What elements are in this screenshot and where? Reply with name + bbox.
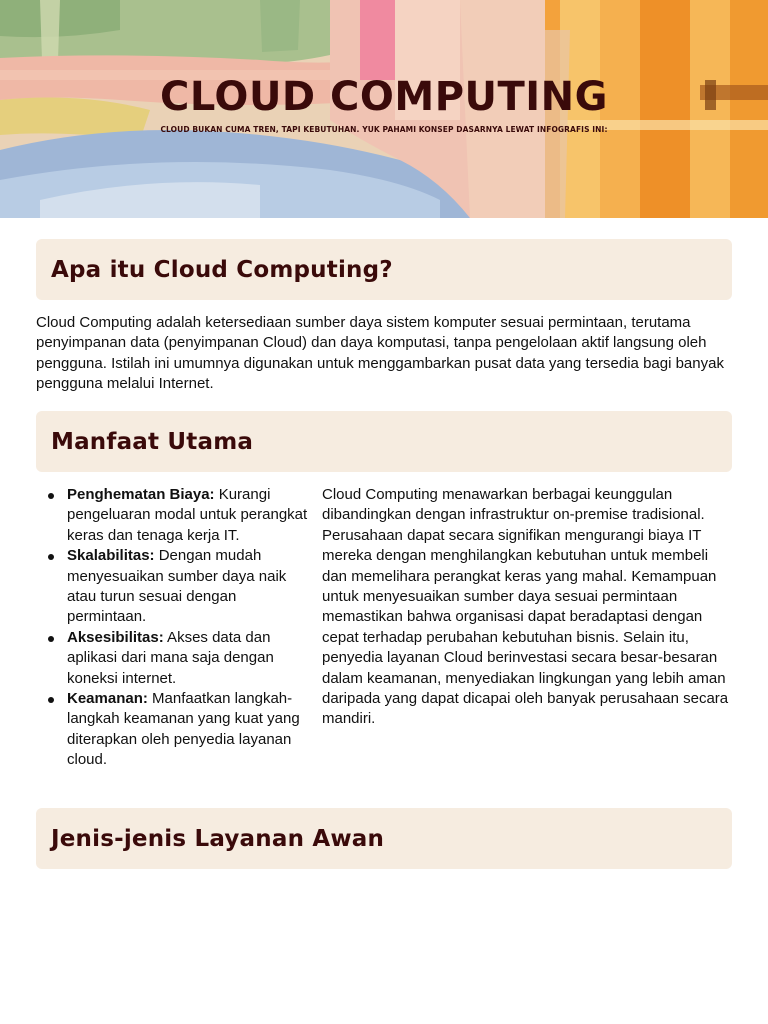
list-item	[36, 689, 312, 771]
benefit-term: Skalabilitas:	[67, 547, 155, 565]
benefit-text: Akses data dan aplikasi dari mana saja dengan koneksi internet.	[67, 628, 274, 687]
list-item	[36, 485, 312, 546]
benefits-list	[36, 485, 312, 771]
page-title: CLOUD COMPUTING	[160, 74, 608, 120]
section-header-benefits	[36, 411, 732, 472]
benefit-text: Kurangi pengeluaran modal untuk perangkat keras dan tenaga kerja IT.	[67, 486, 308, 544]
benefit-term: Aksesibilitas:	[67, 628, 164, 646]
benefit-text: Dengan mudah menyesuaikan sumber daya naik atau turun sesuai dengan permintaan.	[67, 547, 287, 626]
list-item	[36, 628, 312, 689]
section-header-service-types	[36, 808, 732, 869]
what-is-paragraph: Cloud Computing adalah ketersediaan sumber daya sistem komputer sesuai permintaan, terutama penyimpanan data (penyimpanan Cloud) dan daya komputasi, tanpa pengelolaan aktif langsung oleh pengguna. Istilah ini umumnya digunakan untuk menggambarkan pusat data yang tersedia bagi banyak pengguna melalui Internet.	[36, 314, 724, 393]
list-item	[36, 546, 312, 628]
section-header-what-is	[36, 239, 732, 300]
benefit-term: Keamanan:	[67, 690, 148, 708]
page-subtitle: CLOUD BUKAN CUMA TREN, TAPI KEBUTUHAN. YUK PAHAMI KONSEP DASARNYA LEWAT INFOGRAFIS INI:	[160, 125, 608, 134]
section-heading-service-types: Jenis-jenis Layanan Awan	[51, 825, 385, 852]
benefit-text: Manfaatkan langkah-langkah keamanan yang kuat yang diterapkan oleh penyedia layanan cloud.	[67, 690, 300, 769]
header-banner	[0, 0, 768, 218]
section-heading-what-is: Apa itu Cloud Computing?	[51, 256, 393, 283]
benefit-term: Penghematan Biaya:	[67, 486, 215, 503]
benefits-paragraph: Cloud Computing menawarkan berbagai keunggulan dibandingkan dengan infrastruktur on-premise tradisional. Perusahaan dapat secara signifikan mengurangi biaya IT mereka dengan menghilangkan kebutuhan untuk membeli dan memelihara perangkat keras yang mahal. Kemampuan untuk menyesuaikan sumber daya sesuai permintaan memastikan bahwa organisasi dapat beradaptasi dengan cepat terhadap perubahan kebutuhan bisnis. Selain itu, penyedia layanan Cloud berinvestasi secara besar-besaran dalam keamanan, menyediakan lingkungan yang lebih aman daripada yang dapat dicapai oleh banyak perusahaan secara mandiri.	[322, 486, 729, 728]
section-heading-benefits: Manfaat Utama	[51, 428, 254, 455]
